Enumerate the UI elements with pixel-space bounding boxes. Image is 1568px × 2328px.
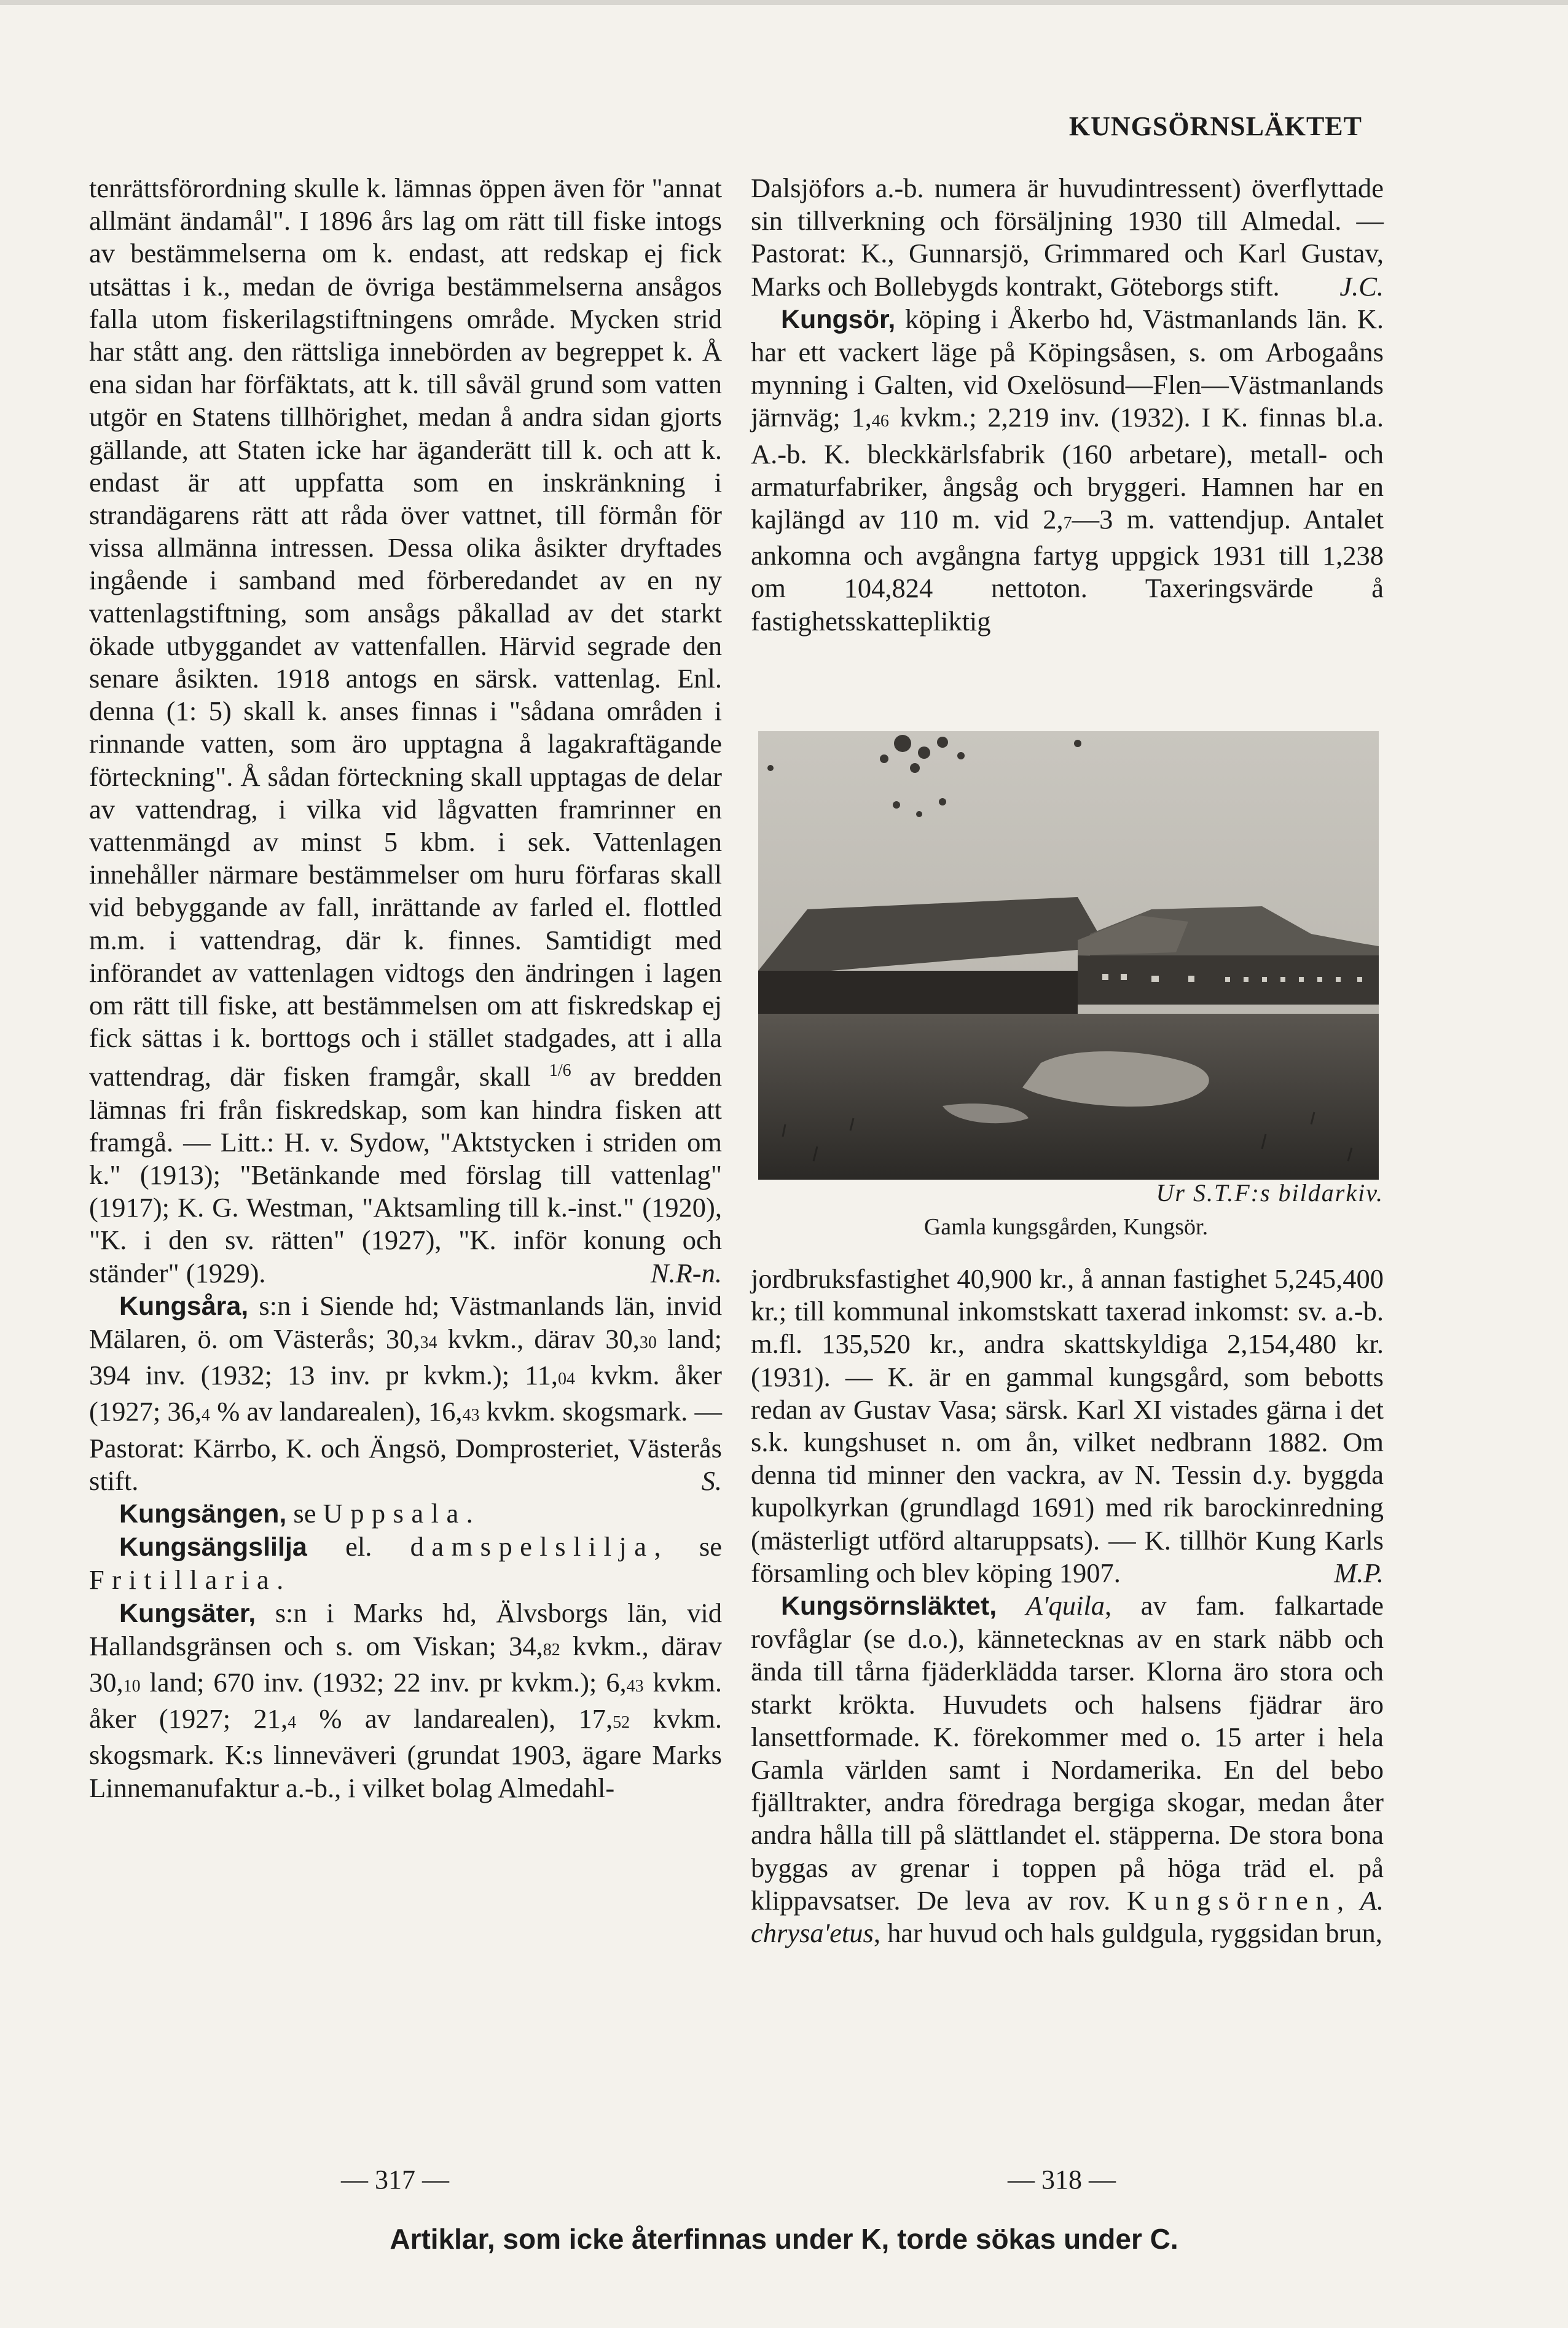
photo-credit: Ur S.T.F:s bildarkiv. — [1156, 1179, 1384, 1207]
headword: Kungsörnsläktet, — [780, 1591, 997, 1621]
paragraph-kungsor-end: jordbruksfastighet 40,900 kr., å annan fastighet 5,245,400 kr.; till kommunal inkomstskatt taxerad inkomst: sv. a.-b. m.fl. 135,520 kr., andra skattskyldiga 2,154,480 kr. (1931). — K. är en gammal kungsgård, som bebotts redan av Gustav Vasa; särsk. Karl XI vistades gärna i det s.k. kungshuset n. om ån, vilket nedbrann 1882. Om denna tid minner den vackra, av N. Tessin d.y. byggda kupolkyrkan (grundlagd 1691) med rik barockinredning (mästerligt utförd altaruppsats). — K. tillhör Kung Karls församling och blev köping 1907. M.P. — [751, 1263, 1384, 1589]
cross-reference[interactable]: Kungsörnen — [1126, 1884, 1337, 1916]
headword: Kungsåra, — [119, 1291, 249, 1321]
page-number-right: — 318 — — [1008, 2165, 1116, 2195]
paragraph-kungsadra-end: tenrättsförordning skulle k. lämnas öppen även för "annat allmänt ändamål". I 1896 års lag om rätt till fiske intogs av bestämmelserna om k. endast, att redskap ej fick utsättas i k., medan de övriga bestämmelserna ansågos falla utom fiskerilagstiftningens område. Mycken strid har stått ang. den rättsliga innebörden av begreppet k. Å ena sidan har förfäktats, att k. till såväl grund som vatten utgör en Statens tillhörighet, medan å andra sidan gjorts gällande, att Staten icke har äganderätt till k. och att k. endast är att uppfatta som en inskränkning i strandägarens rätt att råda över vattnet, till förmån för vissa allmänna intressen. Dessa olika åsikter dryftades ingående i samband med förberedandet av en ny vattenlagstiftning, som ansågs påkallad av det starkt ökade utbyggandet av vattenfallen. Härvid segrade den senare åsikten. 1918 antogs en särsk. vattenlag. Enl. denna (1: 5) skall k. anses finnas i "sådana områden i rinnande vatten, som äro upptagna å lagakraftägande förteckning". Å sådan förteckning skall upptagas de delar av vattendrag, i vilka vid lågvatten framrinner en vattenmängd av minst 5 kbm. i sek. Vattenlagen innehåller närmare bestämmelser om huru förfaras skall vid bebyggande av fall, inrättande av farled el. flottled m.m. i vattendrag, där k. finnes. Samtidigt med införandet av vattenlagen vidtogs den ändringen i lagen om rätt till fiske, att bestämmelsen om att fiskredskap ej fick sättas i k. borttogs och i stället stadgades, att i alla vattendrag, där fisken framgår, skall $^{1/6}$ av bredden lämnas fri från fiskredskap, som kan hindra fisken att framgå. — Litt.: H. v. Sydow, "Aktstycken i striden om k." (1913); "Betänkande med förslag till vattenlag" (1917); K. G. Westman, "Aktsamling till k.-inst." (1920), "K. i den sv. rätten" (1927), "K. inför konung och ständer" (1929). N.R-n. — [89, 172, 722, 1290]
footer-note: Artiklar, som icke återfinnas under K, torde sökas under C. — [390, 2223, 1178, 2255]
entry-kungsangslilja: Kungsängslilja el. damspelslilja, se Fritillaria. — [89, 1531, 722, 1596]
photo-caption: Gamla kungsgården, Kungsör. — [923, 1214, 1209, 1240]
headword: Kungsör, — [780, 304, 896, 334]
cross-reference[interactable]: Fritillaria — [89, 1564, 277, 1596]
headword: Kungsängen, — [119, 1499, 287, 1529]
photo-gamla-kungsgarden — [758, 731, 1379, 1180]
author-signature: S. — [701, 1465, 722, 1496]
author-signature: N.R-n. — [650, 1257, 722, 1288]
author-signature: M.P. — [1334, 1557, 1384, 1588]
right-column-bottom — [751, 1263, 1384, 1950]
paragraph-kungsater-end: Dalsjöfors a.-b. numera är huvudintressent) överflyttade sin tillverkning och försäljning 1930 till Almedal. — Pastorat: K., Gunnarsjö, Grimmared och Karl Gustav, Marks och Bollebygds kontrakt, Göteborgs stift. J.C. — [751, 172, 1384, 303]
left-column — [89, 172, 722, 1805]
top-edge — [0, 0, 1568, 5]
right-column-top — [751, 172, 1384, 638]
entry-kungsornslaktet: Kungsörnsläktet, A'quila, av fam. falkartade rovfåglar (se d.o.), kännetecknas av en stark näbb och ända till tårna fjäderklädda tarser. Klorna äro stora och starkt krökta. Huvudets och halsens fjädrar äro lansettformade. K. förekommer med o. 15 arter i hela Gamla världen samt i Nordamerika. En del bebo fjälltrakter, andra föredraga bergiga skogar, medan åter andra hålla till på slättlandet el. stäpperna. De stora bona byggas av grenar i toppen på höga träd el. på klippavsatser. De leva av rov. Kungsörnen, A. chrysa'etus, har huvud och hals guldgula, ryggsidan brun, — [751, 1590, 1384, 1949]
cross-reference[interactable]: damspelslilja — [410, 1531, 654, 1562]
entry-kungsangen: Kungsängen, se Uppsala. — [119, 1497, 473, 1529]
running-title: KUNGSÖRNSLÄKTET — [1068, 111, 1362, 141]
author-signature: J.C. — [1339, 270, 1384, 302]
headword: Kungsäter, — [119, 1598, 256, 1628]
entry-kungsater: Kungsäter, s:n i Marks hd, Älvsborgs län, vid Hallandsgränsen och s. om Viskan; 34,82 kvkm., därav 30,10 land; 670 inv. (1932; 22 inv. pr kvkm.); 6,43 kvkm. åker (1927; 21,4 % av landarealen), 17,52 kvkm. skogsmark. K:s linneväveri (grundat 1903, ägare Marks Linnemanufaktur a.-b., i vilket bolag Almedahl- — [89, 1597, 722, 1803]
cross-reference[interactable]: Uppsala — [323, 1497, 466, 1529]
entry-kungsara: Kungsåra, s:n i Siende hd; Västmanlands län, invid Mälaren, ö. om Västerås; 30,34 kvkm., därav 30,30 land; 394 inv. (1932; 13 inv. pr kvkm.); 11,04 kvkm. åker (1927; 36,4 % av landarealen), 16,43 kvkm. skogsmark. — Pastorat: Kärrbo, K. och Ängsö, Domprosteriet, Västerås stift. S. — [89, 1290, 722, 1497]
photo-image — [758, 731, 1379, 1180]
headword: Kungsängslilja — [119, 1532, 307, 1562]
entry-kungsor: Kungsör, köping i Åkerbo hd, Västmanlands län. K. har ett vackert läge på Köpingsåsen, s. om Arbogaåns mynning i Galten, vid Oxelösund—Flen—Västmanlands järnväg; 1,46 kvkm.; 2,219 inv. (1932). I K. finnas bl.a. A.-b. K. bleckkärlsfabrik (160 arbetare), metall- och armaturfabriker, ångsåg och bryggeri. Hamnen har en kajlängd av 110 m. vid 2,7—3 m. vattendjup. Antalet ankomna och avgångna fartyg uppgick 1931 till 1,238 om 104,824 nettoton. Taxeringsvärde å fastighetsskattepliktig — [751, 303, 1384, 637]
page-number-left: — 317 — — [341, 2165, 449, 2195]
